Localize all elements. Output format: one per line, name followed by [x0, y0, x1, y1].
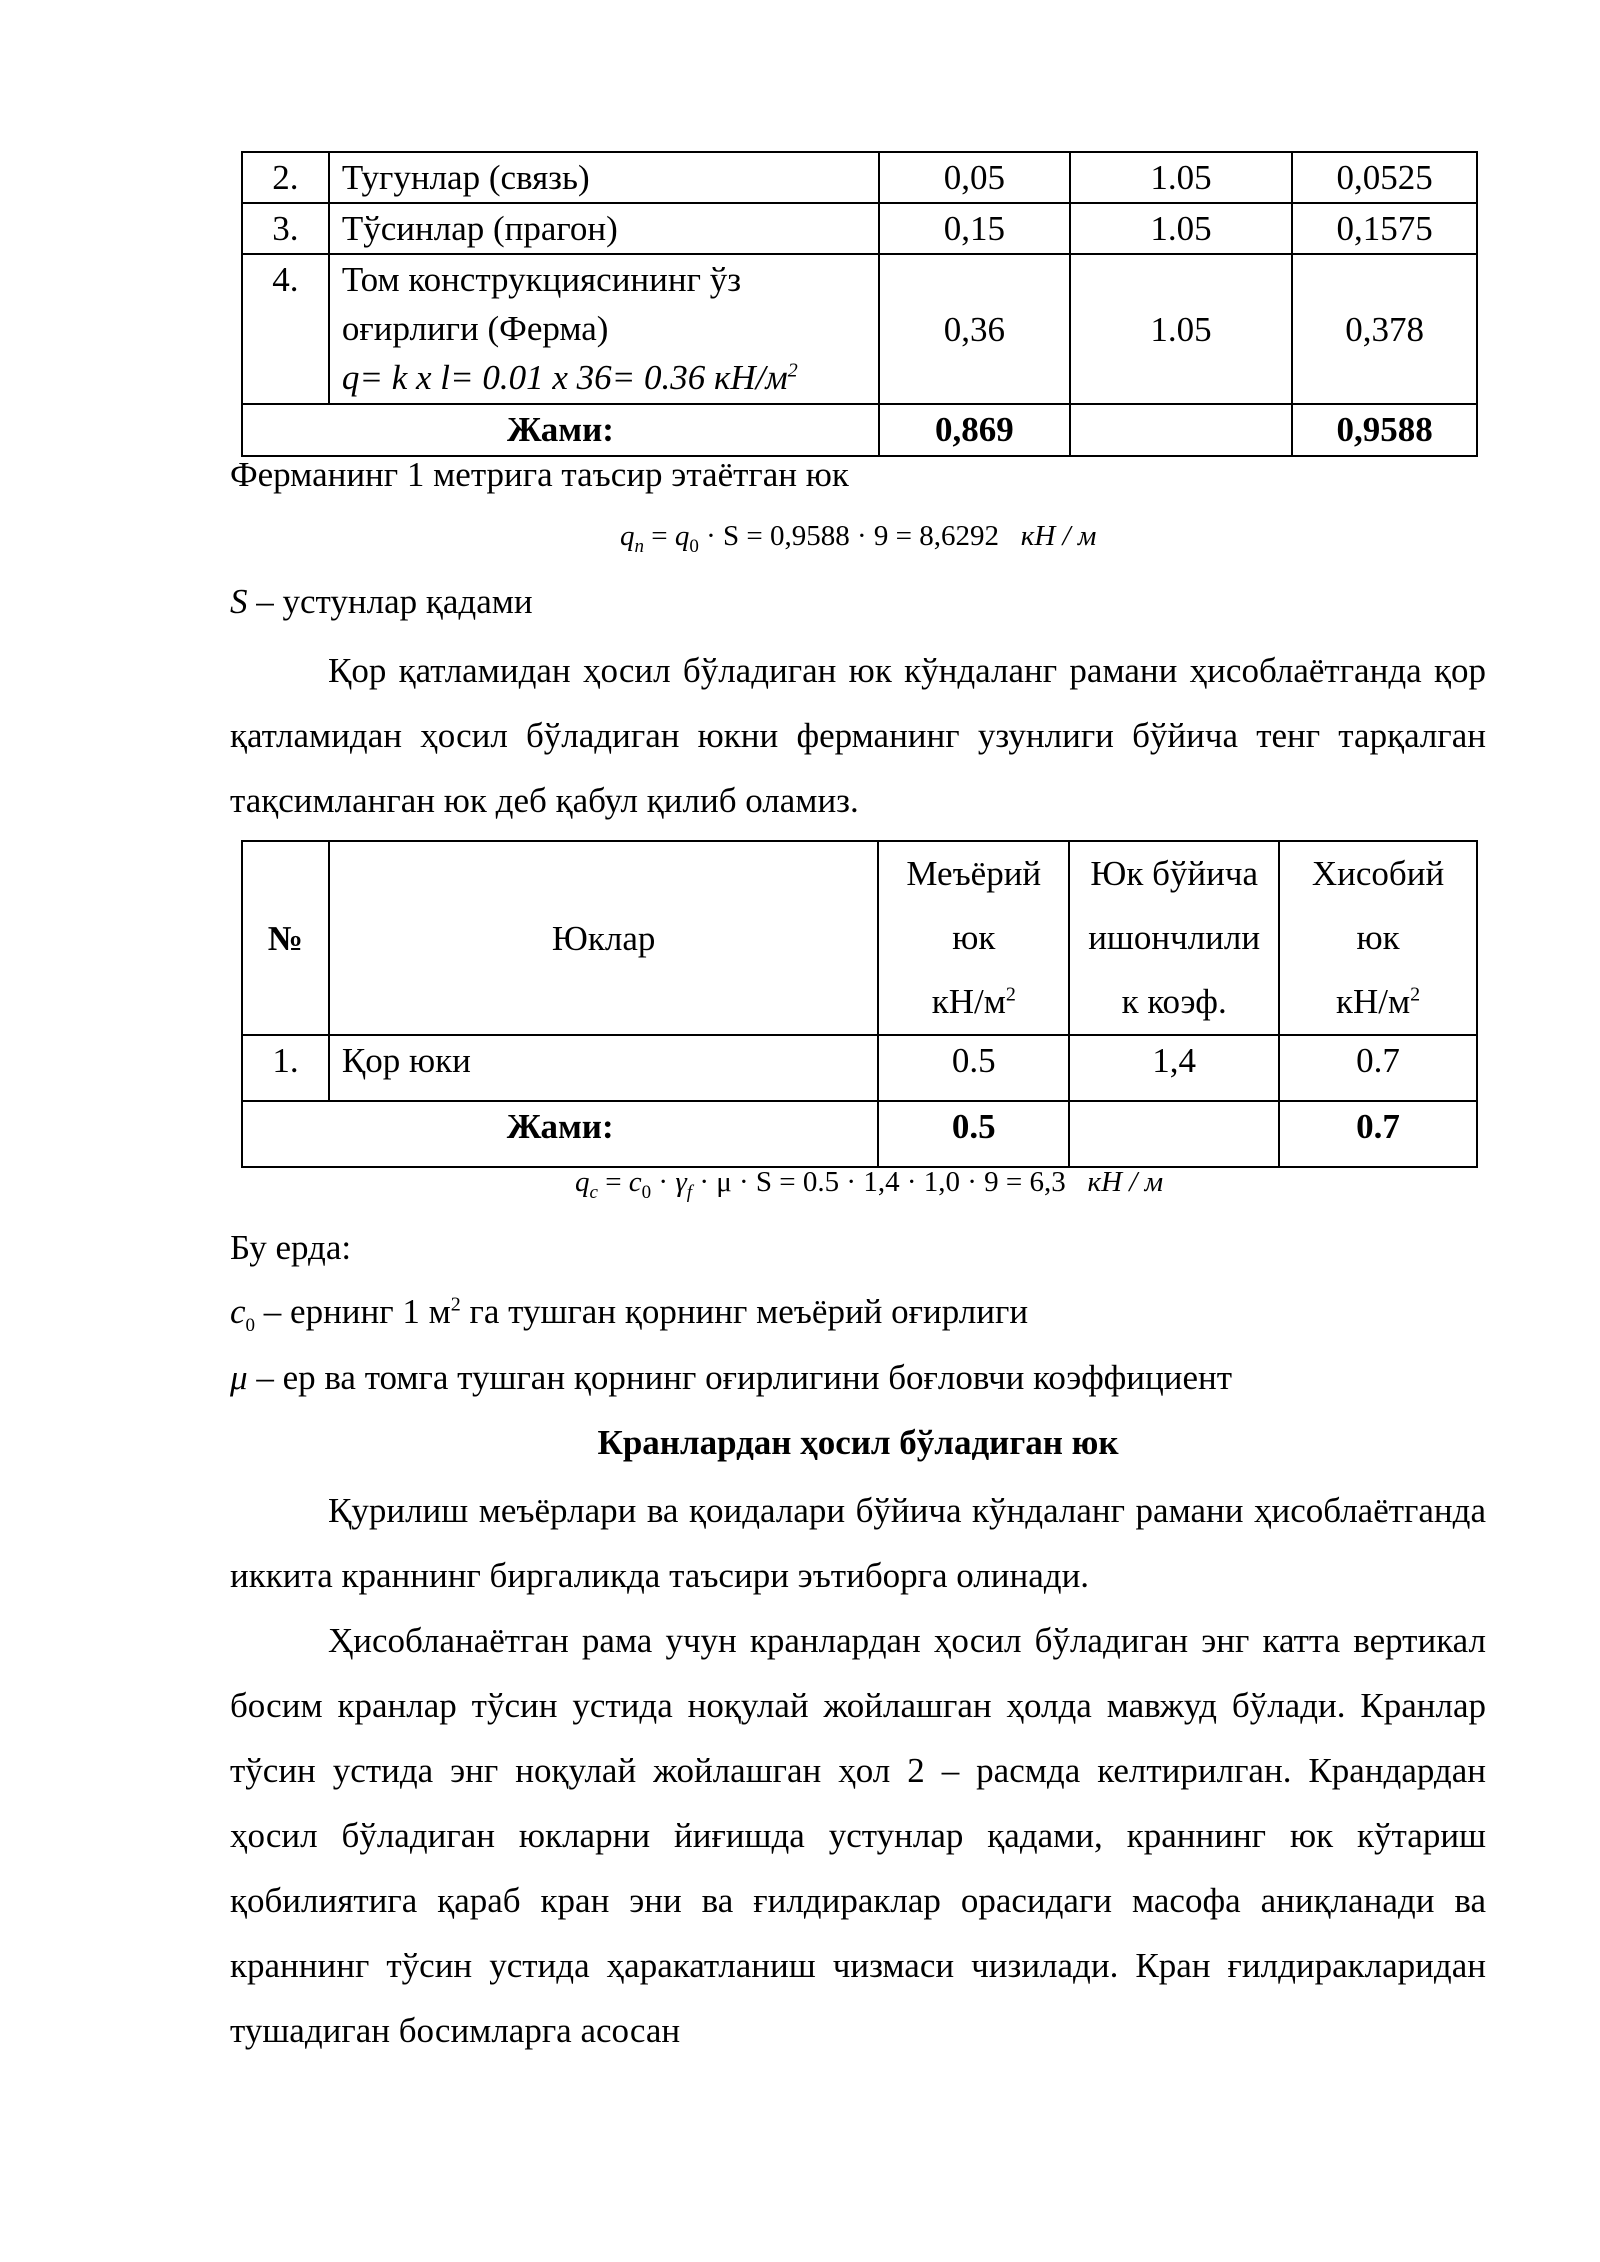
table-row [242, 1035, 1477, 1101]
row-number: 4. [242, 254, 329, 404]
reliability-coef: 1.05 [1070, 152, 1293, 203]
table-total-row [242, 1101, 1477, 1167]
load-name-line: Том конструкциясининг ўз [341, 260, 742, 299]
paragraph-snow-load: Қор қатламидан ҳосил бўладиган юк кўндаланг рамани ҳисоблаётганда қор қатламидан ҳосил бўладиган юкни ферманинг узунлиги бўйича тенг тарқалган тақсимланган юк деб қабул қилиб оламиз. [230, 651, 1486, 820]
normative-load: 0,15 [879, 203, 1070, 254]
total-label: Жами: [242, 1101, 878, 1167]
calculated-load: 0,1575 [1292, 203, 1477, 254]
here-label: Бу ерда: [230, 1228, 352, 1267]
normative-load: 0,36 [879, 254, 1070, 404]
row-number: 3. [242, 203, 329, 254]
row-number: 1. [242, 1035, 329, 1101]
total-calculated: 0,9588 [1292, 404, 1477, 456]
header-reliability: Юк бўйича ишончлили к коэф. [1069, 841, 1279, 1035]
loads-table-1 [241, 151, 1478, 457]
table-row [242, 254, 1477, 404]
loads-table-2 [241, 840, 1478, 1168]
calculated-load: 0,0525 [1292, 152, 1477, 203]
load-name: Тугунлар (связь) [329, 152, 879, 203]
load-formula: q= k x l= 0.01 x 36= 0.36 $кН/м^2$ [341, 358, 798, 397]
mu-definition: μ – ер ва томга тушган қорнинг оғирлигини боғловчи коэффициент [230, 1358, 1233, 1397]
table-header-row [242, 841, 1477, 1035]
header-calculated: Хисобий юк $кН/м^2$ [1279, 841, 1477, 1035]
c0-definition: $c_0$ – ернинг 1 $м^2$ га тушган қорнинг меъёрий оғирлиги [230, 1292, 1029, 1336]
paragraph-crane-pressure: Ҳисобланаётган рама учун кранлардан ҳосил бўладиган энг катта вертикал босим кранлар тўсин устида ноқулай жойлашган ҳолда мавжуд бўлади. Кранлар тўсин устида энг ноқулай жойлашган ҳол 2 – расмда келтирилган. Крандардан ҳосил бўладиган юкларни йиғишда устунлар қадами, краннинг юк кўтариш қобилиятига қараб кран эни ва ғилдираклар орасидаги масофа аниқланади ва краннинг тўсин устида ҳаракатланиш чизмаси чизилади. Кран ғилдиракларидан тушадиган босимларга асосан [230, 1621, 1486, 2050]
calculated-load: 0.7 [1279, 1035, 1477, 1101]
formula-qn: $q_n = q_0 \cdot S = 0,9588 \cdot 9 = 8,6292$ кН / м [620, 520, 1097, 557]
header-number: № [242, 841, 329, 1035]
load-name [329, 254, 879, 404]
normative-load: 0.5 [878, 1035, 1069, 1101]
table-row [242, 152, 1477, 203]
table-total-row [242, 404, 1477, 456]
total-empty-cell [1069, 1101, 1279, 1167]
calculated-load: 0,378 [1292, 254, 1477, 404]
total-empty-cell [1070, 404, 1293, 456]
reliability-coef: 1.05 [1070, 203, 1293, 254]
total-normative: 0,869 [879, 404, 1070, 456]
total-label: Жами: [242, 404, 879, 456]
load-name: Тўсинлар (прагон) [329, 203, 879, 254]
reliability-coef: 1,4 [1069, 1035, 1279, 1101]
load-name: Қор юки [329, 1035, 878, 1101]
s-definition: S – устунлар қадами [230, 582, 533, 621]
total-calculated: 0.7 [1279, 1101, 1477, 1167]
header-normative: Меъёрий юк $кН/м^2$ [878, 841, 1069, 1035]
table-row [242, 203, 1477, 254]
formula-qc: $q_c = c_0 \cdot \gamma_f \cdot \mu \cdot S = 0.5 \cdot 1,4 \cdot 1,0 \cdot 9 = 6,3$ кН / м [575, 1166, 1164, 1203]
normative-load: 0,05 [879, 152, 1070, 203]
load-name-line: оғирлиги (Ферма) [341, 309, 609, 348]
section-heading: Кранлардан ҳосил бўладиган юк [597, 1423, 1119, 1462]
paragraph-crane-norms: Қурилиш меъёрлари ва қоидалари бўйича кўндаланг рамани ҳисоблаётганда иккита краннинг биргаликда таъсири эътиборга олинади. [230, 1491, 1486, 1595]
truss-load-text: Ферманинг 1 метрига таъсир этаётган юк [230, 455, 849, 494]
header-loads: Юклар [329, 841, 878, 1035]
reliability-coef: 1.05 [1070, 254, 1293, 404]
row-number: 2. [242, 152, 329, 203]
total-normative: 0.5 [878, 1101, 1069, 1167]
